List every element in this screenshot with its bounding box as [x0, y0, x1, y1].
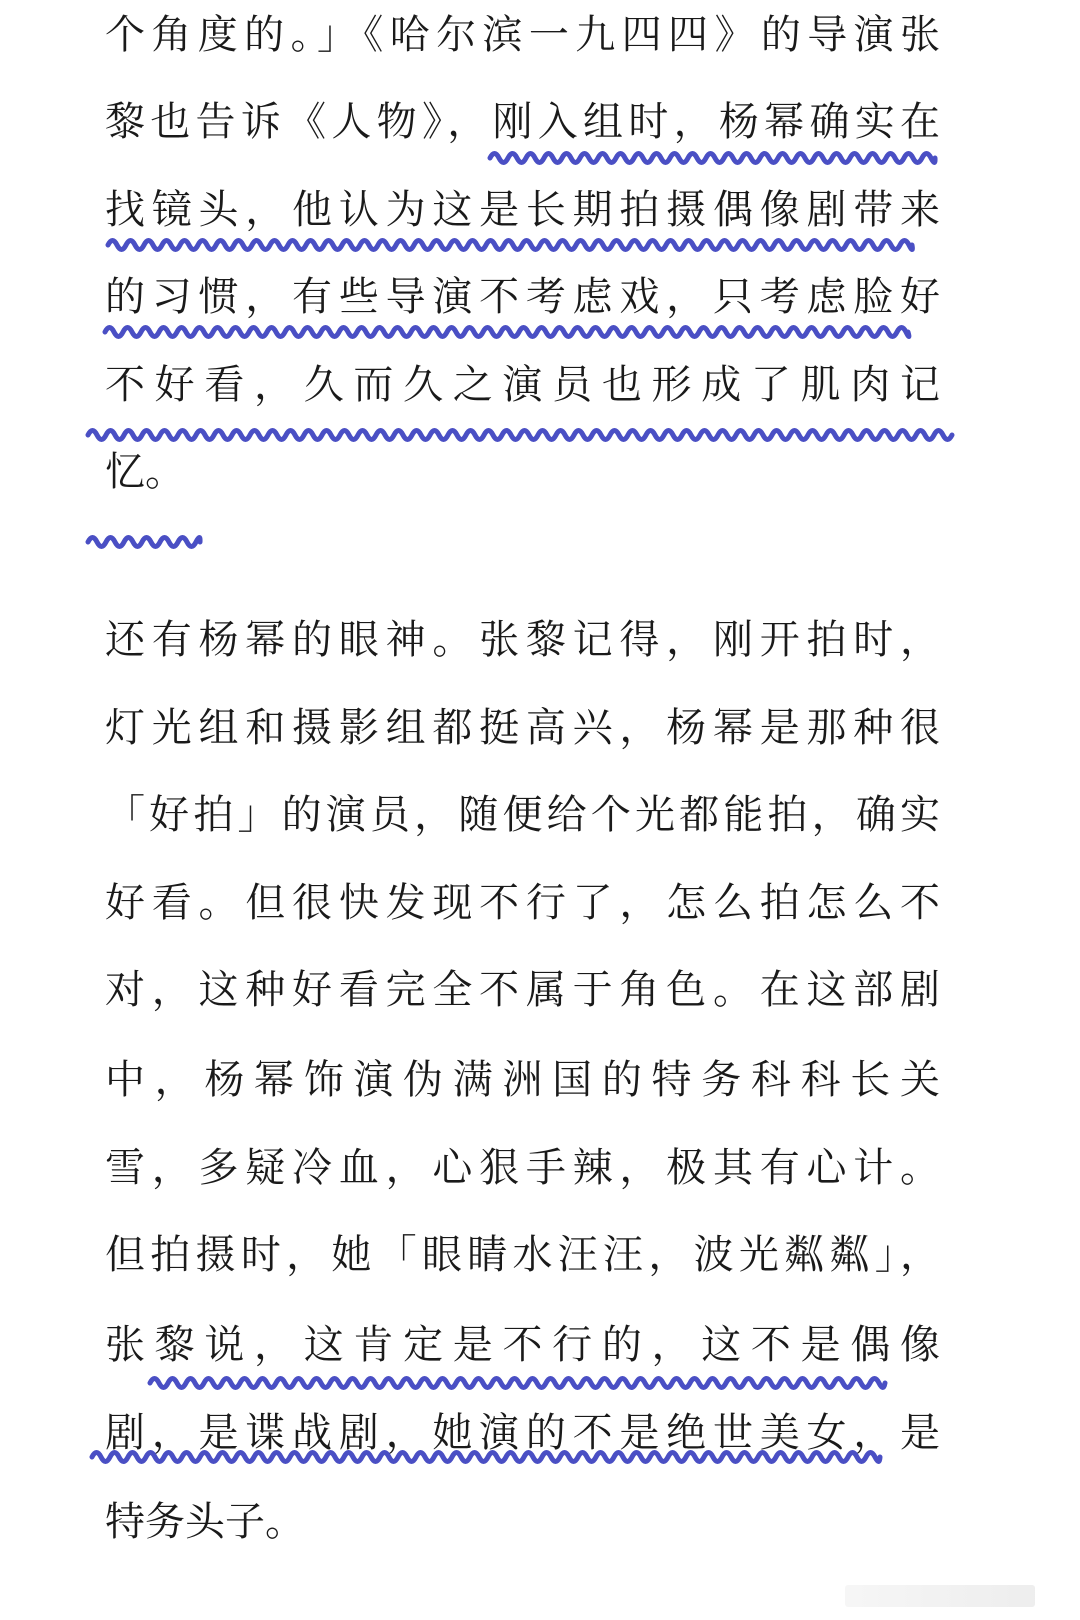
text-line: 特务头子。 — [105, 1499, 305, 1545]
text-line: 的习惯，有些导演不考虑戏，只考虑脸好 — [105, 274, 940, 320]
text-line: 雪，多疑冷血，心狠手辣，极其有心计。 — [105, 1145, 940, 1191]
text-line: 忆。 — [105, 449, 185, 495]
text-line: 不好看，久而久之演员也形成了肌肉记 — [105, 362, 940, 408]
wavy-underline — [105, 328, 909, 337]
text-line: 好看。但很快发现不行了，怎么拍怎么不 — [105, 880, 940, 926]
wavy-underline — [108, 241, 912, 250]
text-line: 个角度的。」《哈尔滨一九四四》的导演张 — [105, 12, 940, 58]
watermark — [845, 1585, 1035, 1607]
text-line: 黎也告诉《人物》，刚入组时，杨幂确实在 — [105, 99, 940, 145]
wavy-underline — [88, 431, 952, 440]
text-line: 张黎说，这肯定是不行的，这不是偶像 — [105, 1322, 940, 1368]
text-line: 对，这种好看完全不属于角色。在这部剧 — [105, 967, 940, 1013]
text-line: 但拍摄时，她「眼睛水汪汪，波光粼粼」， — [105, 1232, 940, 1278]
text-line: 还有杨幂的眼神。张黎记得，刚开拍时， — [105, 617, 940, 663]
wavy-underline — [150, 1379, 885, 1388]
text-line: 中，杨幂饰演伪满洲国的特务科科长关 — [105, 1057, 940, 1103]
text-line: 「好拍」的演员，随便给个光都能拍，确实 — [105, 792, 940, 838]
wavy-underline — [88, 538, 200, 547]
wavy-underline — [490, 154, 935, 163]
text-line: 灯光组和摄影组都挺高兴，杨幂是那种很 — [105, 705, 940, 751]
text-line: 剧，是谍战剧，她演的不是绝世美女，是 — [105, 1410, 940, 1456]
text-line: 找镜头，他认为这是长期拍摄偶像剧带来 — [105, 187, 940, 233]
